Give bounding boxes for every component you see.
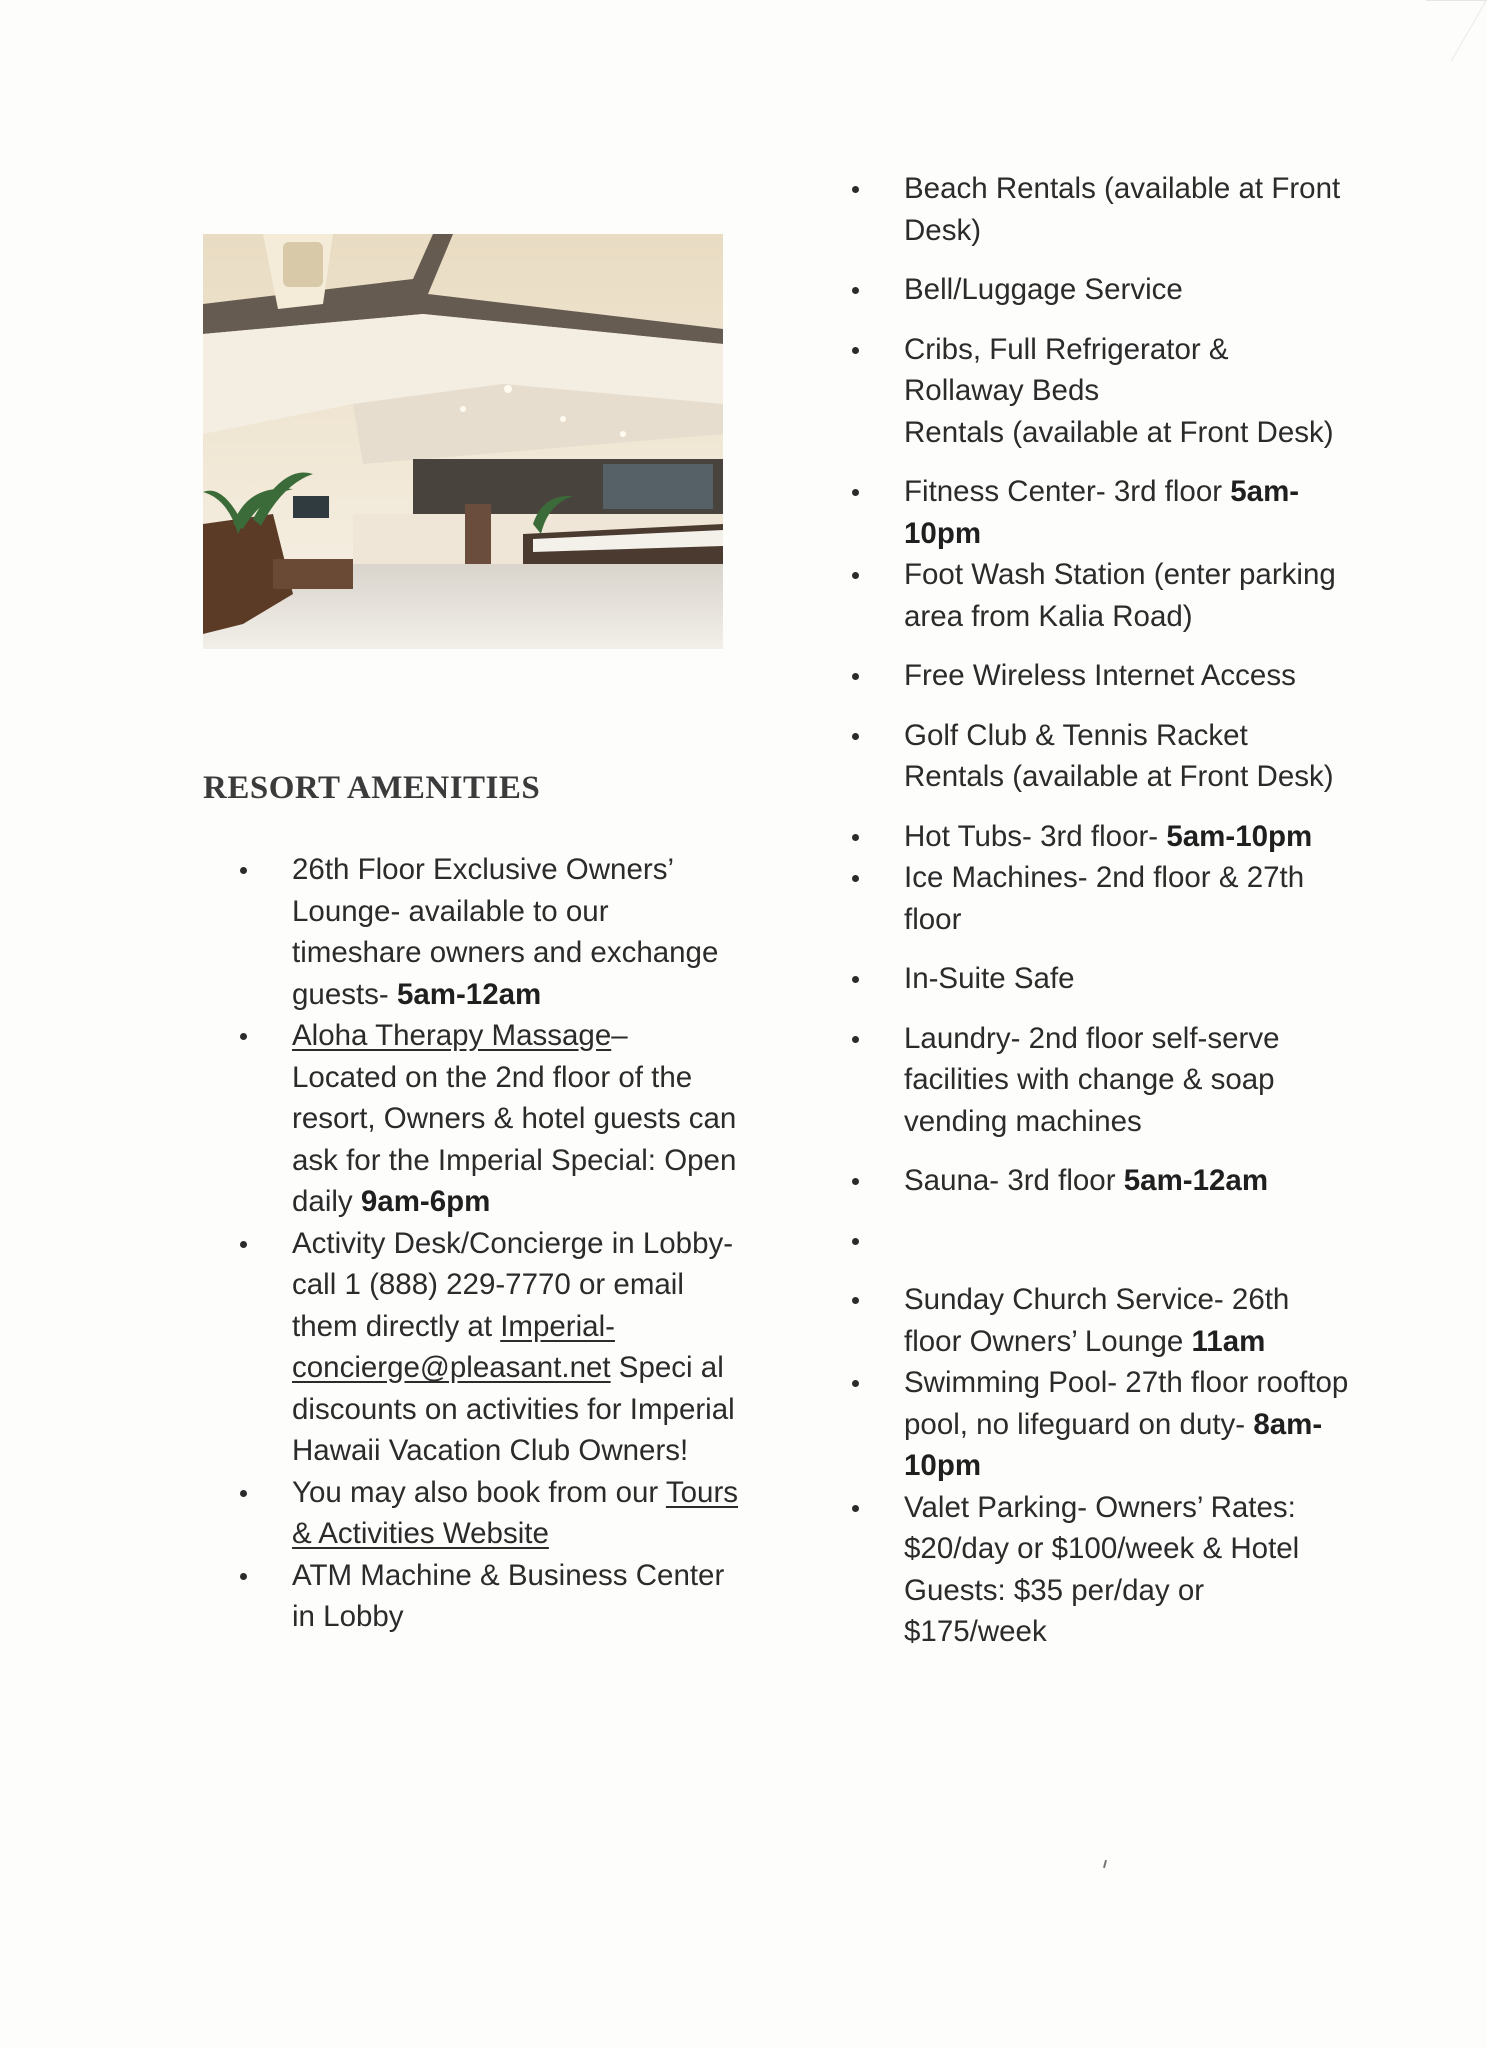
hours-text: 11am <box>1191 1324 1266 1358</box>
tours-website-link[interactable]: Tours & Activities Website <box>292 1475 739 1550</box>
list-item <box>852 816 1352 858</box>
right-amenities-list <box>852 168 1352 1653</box>
list-item <box>240 1555 740 1638</box>
item-text: – Located on the 2nd floor of the resort, Owners & hotel guests can ask for the Imperial Special: Open daily <box>292 1019 737 1218</box>
item-text: ATM Machine & Business Center in Lobby <box>292 1558 725 1633</box>
list-item <box>240 1223 740 1472</box>
item-text: Fitness Center- 3rd floor <box>904 475 1231 508</box>
item-text: Bell/Luggage Service <box>904 273 1183 306</box>
list-item <box>852 554 1352 637</box>
list-item <box>852 1362 1352 1487</box>
hours-text: 5am-12am <box>1123 1164 1269 1197</box>
list-item <box>852 269 1352 311</box>
list-item <box>852 1487 1352 1653</box>
list-item <box>240 1015 740 1223</box>
item-text: Sauna- 3rd floor <box>904 1164 1124 1197</box>
list-item <box>852 655 1352 697</box>
list-item <box>852 1018 1352 1143</box>
item-text: Sunday Church Service- 26th floor Owners’ Lounge <box>904 1283 1290 1358</box>
item-text: In-Suite Safe <box>904 962 1075 995</box>
item-text: Beach Rentals (available at Front Desk) <box>904 172 1341 247</box>
list-item <box>240 849 740 1015</box>
item-text: Activity Desk/Concierge in Lobby- call 1 (888) 229-7770 or email them directly at <box>292 1226 734 1343</box>
item-text: Ice Machines- 2nd floor & 27th floor <box>904 861 1305 936</box>
item-text <box>904 1224 912 1257</box>
concierge-email-link[interactable]: Imperial-concierge@pleasant.net <box>292 1309 615 1384</box>
list-item <box>852 958 1352 1000</box>
list-item <box>240 1472 740 1555</box>
item-text: Swimming Pool- 27th floor rooftop pool, no lifeguard on duty- <box>904 1366 1349 1441</box>
item-text: Laundry- 2nd floor self-serve facilities with change & soap vending machines <box>904 1021 1280 1138</box>
lobby-photo <box>203 234 723 649</box>
item-text: Free Wireless Internet Access <box>904 659 1296 692</box>
list-item <box>852 1279 1352 1362</box>
list-item <box>852 329 1352 454</box>
list-item <box>852 1160 1352 1202</box>
item-text: Hot Tubs- 3rd floor- <box>904 819 1167 853</box>
massage-link[interactable]: Aloha Therapy Massage <box>292 1019 612 1052</box>
left-amenities-list <box>240 849 740 1638</box>
list-item <box>852 168 1352 251</box>
hours-text: 5am-10pm <box>904 475 1300 550</box>
lobby-photo-image <box>203 234 723 649</box>
hours-text: 9am-6pm <box>360 1185 491 1218</box>
list-item <box>852 715 1352 798</box>
item-text: Speci al discounts on activities for Imperial Hawaii Vacation Club Owners! <box>292 1351 735 1467</box>
scan-corner-fold <box>1391 0 1487 61</box>
list-item <box>852 471 1352 554</box>
scan-mark <box>1103 1860 1107 1868</box>
item-text: You may also book from our <box>292 1475 666 1509</box>
list-item <box>852 857 1352 940</box>
item-text: Cribs, Full Refrigerator & Rollaway Beds <box>904 332 1229 407</box>
hours-text: 5am-12am <box>396 977 542 1011</box>
item-text: 26th Floor Exclusive Owners’ Lounge- available to our timeshare owners and exchange guests- <box>292 853 719 1011</box>
item-text: Golf Club & Tennis Racket Rentals (available at Front Desk) <box>904 718 1334 793</box>
hours-text: 5am-10pm <box>1166 819 1313 853</box>
item-text: Foot Wash Station (enter parking area from Kalia Road) <box>904 558 1336 633</box>
item-text: Rentals (available at Front Desk) <box>904 415 1334 449</box>
hours-text: 8am-10pm <box>904 1407 1323 1482</box>
item-text: Valet Parking- Owners’ Rates: $20/day or $100/week & Hotel Guests: $35 per/day or $175/week <box>904 1490 1300 1648</box>
empty-list-item <box>852 1220 1352 1262</box>
section-heading: RESORT AMENITIES <box>203 770 541 806</box>
